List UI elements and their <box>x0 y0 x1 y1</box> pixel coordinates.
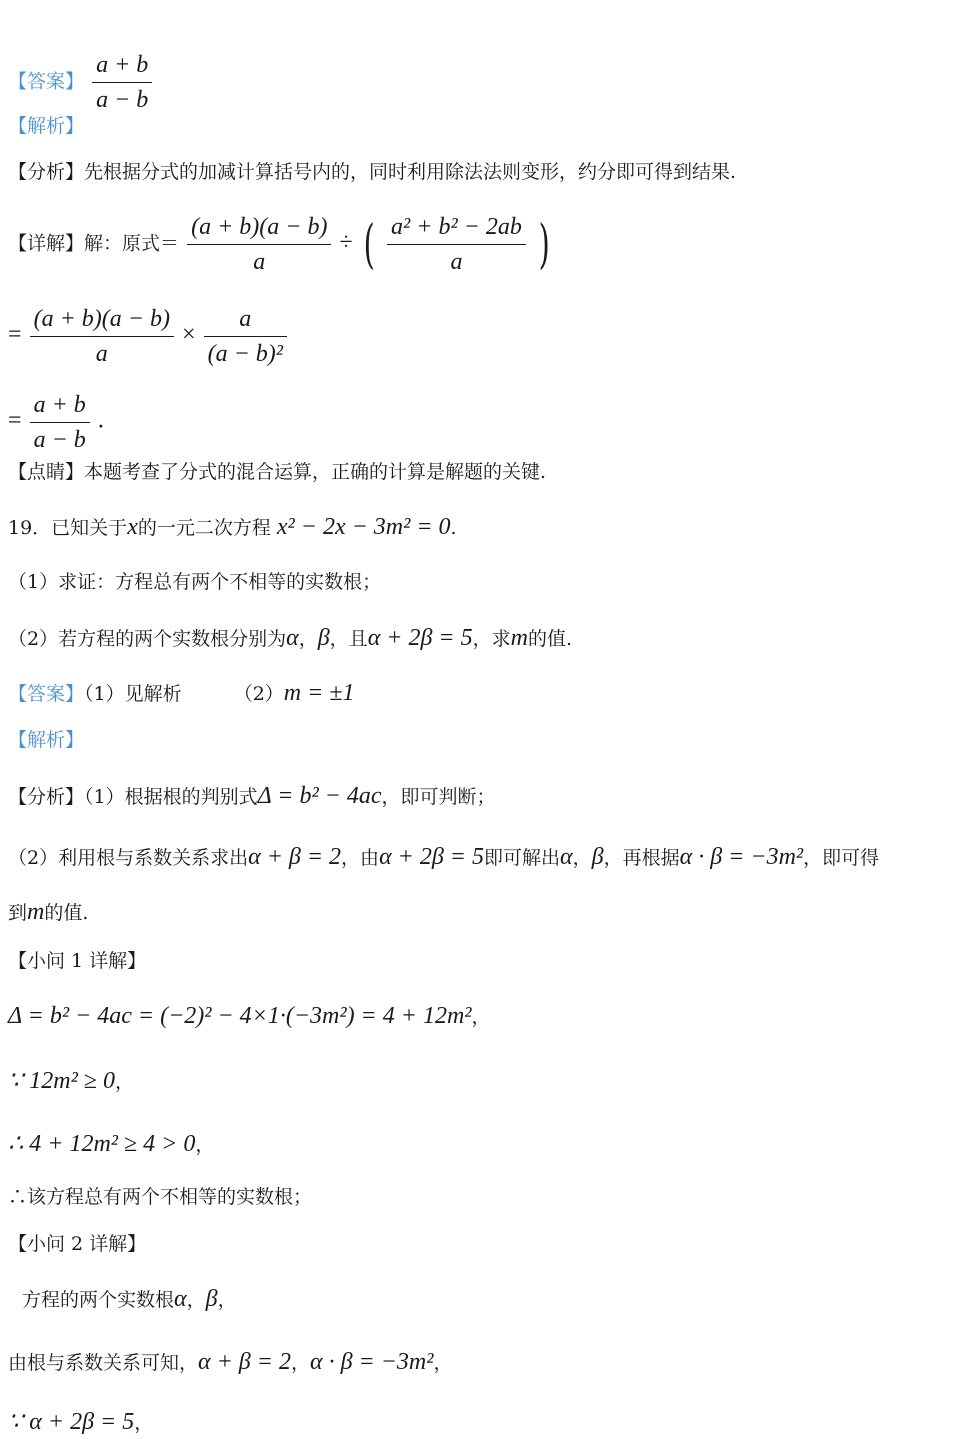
right-paren: ) <box>538 214 550 275</box>
beta: β <box>317 625 330 651</box>
comma: ， <box>433 1352 453 1374</box>
q19-fenxi2-text-a: （2）利用根与系数关系求出 <box>8 847 249 869</box>
beta: β <box>591 844 604 870</box>
q19-part2-text-c: ，求 <box>472 628 511 650</box>
q19-part2-text-d: 的值. <box>528 628 573 650</box>
q1-detail-line-2 <box>8 1067 134 1096</box>
q19-part2-text-b: ，且 <box>329 628 368 650</box>
q19-part1: （1）求证：方程总有两个不相等的实数根； <box>8 571 382 593</box>
step3-fraction <box>30 388 90 457</box>
q2-detail-line-1 <box>22 1285 237 1314</box>
step1-num-2: a² + b² − 2ab <box>387 210 526 245</box>
analysis-tag-19: 【解析】 <box>8 729 85 751</box>
q19-fenxi2-text-d: ，再根据 <box>603 847 680 869</box>
q1-detail-line-1 <box>8 1002 491 1031</box>
q19-fenxi-1 <box>8 782 496 811</box>
alpha: α <box>286 625 299 651</box>
q19-answer-2-expr: m = ±1 <box>283 680 355 706</box>
left-paren: ( <box>363 214 375 275</box>
q19-answer-1: （1）见解析 <box>84 683 182 705</box>
separator: ， <box>186 1289 206 1311</box>
step3-row-18 <box>8 388 104 457</box>
q19-fenxi-2 <box>8 843 879 872</box>
step2-equals: = <box>8 321 22 348</box>
step1-operator: ÷ <box>339 229 353 256</box>
q19-fenxi1-text-b: ，即可判断； <box>381 786 496 808</box>
discriminant-expr: Δ = b² − 4ac <box>257 783 382 809</box>
q19-stem-text-a: 19．已知关于 <box>8 517 128 539</box>
q2-detail-line-2 <box>8 1348 452 1377</box>
q2-product-expr: α · β = −3m² <box>309 1349 434 1375</box>
q1-because: ∵ 12m² ≥ 0 <box>8 1068 115 1094</box>
answer-row-18 <box>8 48 154 117</box>
q19-fenxi2-text-e: ，即可得 <box>803 847 880 869</box>
step1-den-1: a <box>253 249 266 275</box>
q19-equation: x² − 2x − 3m² = 0 <box>276 514 451 540</box>
comma: ， <box>114 1071 134 1093</box>
q19-answer-row <box>8 679 355 708</box>
dianjing-tag: 【点睛】 <box>8 461 85 483</box>
comma: ， <box>195 1134 215 1156</box>
q19-fenxi2-expr-2: α + 2β = 5 <box>379 844 485 870</box>
step1-fraction-2 <box>387 210 526 279</box>
step3-period: . <box>97 407 104 434</box>
step2-row-18 <box>8 302 289 371</box>
step3-equals: = <box>8 407 22 434</box>
step2-fraction-1 <box>30 302 174 371</box>
step2-den-1: a <box>95 341 108 367</box>
q19-answer-2-label: （2） <box>233 683 284 705</box>
step2-num-2: a <box>204 302 287 337</box>
step3-num: a + b <box>30 388 90 423</box>
q2-because: ∵ α + 2β = 5 <box>8 1409 135 1435</box>
xiangjie-tag: 【详解】 <box>8 232 85 255</box>
q2-detail-line-3 <box>8 1408 153 1437</box>
q2-sum-expr: α + β = 2 <box>198 1349 291 1375</box>
q19-fenxi2-expr-1: α + β = 2 <box>248 844 342 870</box>
separator: ， <box>298 628 318 650</box>
step3-den: a − b <box>33 427 86 453</box>
q1-detail-tag: 【小问 1 详解】 <box>8 950 147 972</box>
fenxi-row-18 <box>8 158 736 186</box>
step2-operator: × <box>182 321 196 348</box>
step1-num-1: (a + b)(a − b) <box>187 210 331 245</box>
alpha: α <box>560 844 573 870</box>
q19-fenxi1-text-a: （1）根据根的判别式 <box>84 786 258 808</box>
xiangjie-lead: 解：原式＝ <box>84 232 180 255</box>
xiangjie-row-18 <box>8 210 554 279</box>
answer-fraction <box>92 48 152 117</box>
q19-stem-text-b: 的一元二次方程 <box>137 517 271 539</box>
fenxi-text: 先根据分式的加减计算括号内的，同时利用除法法则变形，约分即可得到结果. <box>84 161 737 183</box>
q1-detail-line-3 <box>8 1130 214 1159</box>
q19-part2-text-a: （2）若方程的两个实数根分别为 <box>8 628 287 650</box>
dianjing-text: 本题考查了分式的混合运算，正确的计算是解题的关键. <box>84 461 547 483</box>
q19-part2-equation: α + 2β = 5 <box>367 625 473 651</box>
fraction-denominator: a − b <box>96 87 149 113</box>
q19-stem-var: x <box>127 514 138 540</box>
comma: ， <box>471 1006 491 1028</box>
fenxi-tag: 【分析】 <box>8 786 85 808</box>
q19-stem <box>8 513 457 542</box>
answer-tag: 【答案】 <box>8 683 85 705</box>
analysis-tag-18: 【解析】 <box>8 115 85 137</box>
q19-part2 <box>8 624 572 653</box>
separator: ， <box>572 847 592 869</box>
beta: β <box>205 1286 218 1312</box>
alpha: α <box>174 1286 187 1312</box>
q2-vieta-text: 由根与系数关系可知， <box>8 1352 199 1374</box>
dianjing-row-18 <box>8 458 546 486</box>
q19-fenxi2-expr-3: α · β = −3m² <box>679 844 804 870</box>
q1-detail-line-4: ∴该方程总有两个不相等的实数根； <box>8 1186 313 1208</box>
q19-fenxi2-text-g: 的值. <box>44 902 89 924</box>
q19-stem-end: . <box>450 517 457 539</box>
q2-roots-text: 方程的两个实数根 <box>22 1289 175 1311</box>
q19-fenxi2-text-f: 到 <box>8 902 28 924</box>
q19-fenxi2-text-b: ，由 <box>341 847 380 869</box>
q2-detail-tag: 【小问 2 详解】 <box>8 1233 147 1255</box>
step2-den-2: (a − b)² <box>207 341 283 367</box>
step1-fraction-1 <box>187 210 331 279</box>
step2-fraction-2 <box>204 302 287 371</box>
separator: ， <box>290 1352 310 1374</box>
answer-tag: 【答案】 <box>8 70 85 93</box>
comma: ， <box>134 1412 154 1434</box>
q19-fenxi-2-cont <box>8 898 88 927</box>
fraction-numerator: a + b <box>92 48 152 83</box>
q19-fenxi2-text-c: 即可解出 <box>484 847 561 869</box>
q1-discriminant-calc: Δ = b² − 4ac = (−2)² − 4×1·(−3m²) = 4 + 12m² <box>8 1003 472 1029</box>
m-variable: m <box>510 625 528 651</box>
q1-therefore: ∴ 4 + 12m² ≥ 4 > 0 <box>8 1131 196 1157</box>
step2-num-1: (a + b)(a − b) <box>30 302 174 337</box>
comma: ， <box>217 1289 237 1311</box>
fenxi-tag: 【分析】 <box>8 161 85 183</box>
step1-den-2: a <box>450 249 463 275</box>
m-variable: m <box>27 899 45 925</box>
